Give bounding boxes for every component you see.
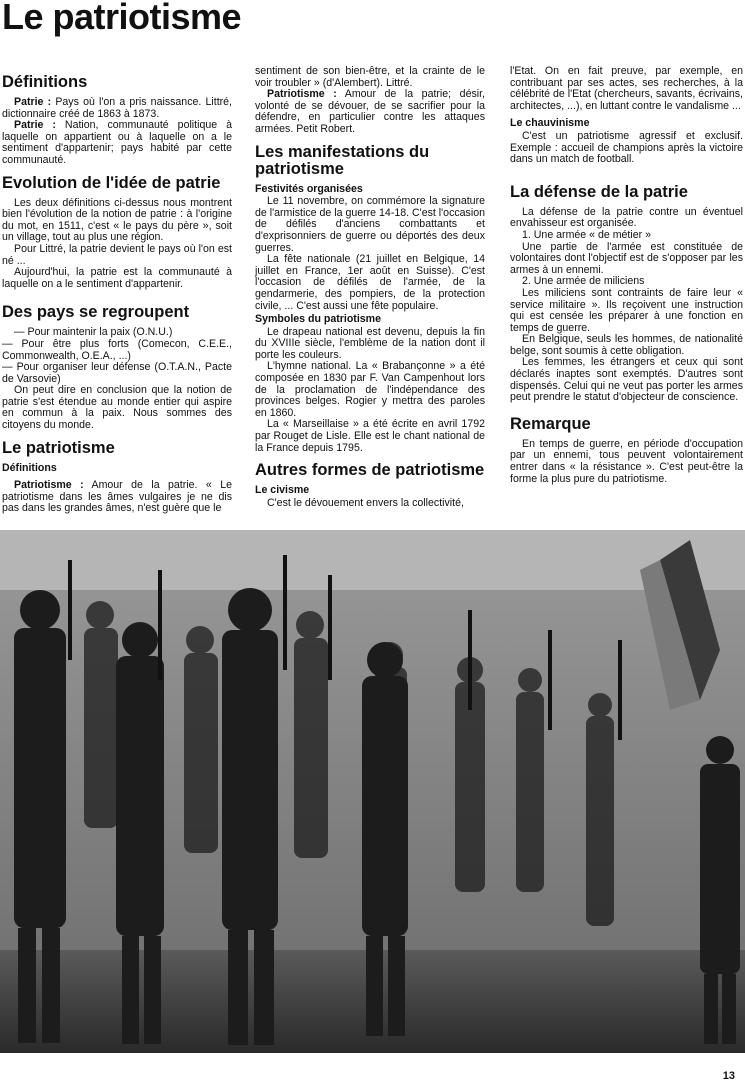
paragraph: C'est le dévouement envers la collectivité, [267,496,464,509]
column-3 [510,66,743,485]
term: Patrie : [14,96,52,108]
paragraph: On peut dire en conclusion que la notion de patrie s'est étendue au monde entier qui aspire en commun à la paix. Nous sommes des citoyens du monde. [2,384,232,432]
paragraph: Une partie de l'armée est constituée de volontaires dont l'objectif est de s'opposer par les armes à un ennemi. [510,240,743,276]
paragraph: Le drapeau national est devenu, depuis la fin du XVIIIe siècle, l'emblème de la nation dont il porte les couleurs. [255,325,485,361]
page-title: Le patriotisme [2,0,242,37]
heading-definitions: Définitions [2,73,88,91]
heading-patriotisme: Le patriotisme [2,438,115,457]
paragraph: Les deux définitions ci-dessus nous montrent bien l'évolution de la notion de patrie : à l'origine du mot, en 1511, c'est « le pays du père », soit un village, tout au plus une région. [2,196,232,244]
heading-autres-formes: Autres formes de patriotisme [255,461,485,480]
heading-defense: La défense de la patrie [510,182,688,201]
column-1 [2,66,232,515]
term: Patriotisme : [14,479,84,492]
subheading-definitions: Définitions [2,461,57,474]
subheading-civisme: Le civisme [255,484,310,497]
soldiers-parade-photo [0,530,745,1053]
list-item: — Pour organiser leur défense (O.T.A.N., Pacte de Varsovie) [2,361,232,385]
definition-patriotisme-2 [255,89,485,135]
heading-pays: Des pays se regroupent [2,303,190,322]
paragraph: sentiment de son bien-être, et la crainte de le voir troubler » (d'Alembert). Littré. [255,65,485,89]
subheading-symboles: Symboles du patriotisme [255,313,381,326]
paragraph: En temps de guerre, en période d'occupation par un ennemi, tous peuvent volontairement entrer dans « la résistance ». C'est peut-être la forme la plus pure du patriotisme. [510,437,743,485]
paragraph: En Belgique, seuls les hommes, de nationalité belge, sont soumis à cette obligation. [510,333,743,357]
heading-remarque: Remarque [510,414,591,433]
paragraph: Pour Littré, la patrie devient le pays où l'on est né ... [2,242,232,267]
text: Pays où l'on a pris naissance. Littré, dictionnaire créé de 1863 à 1873. [2,96,232,120]
paragraph: La fête nationale (21 juillet en Belgique, 14 juillet en France, 1er août en Suisse). C'est l'occasion de défilés de l'armée, de la gendarmerie, des pompiers, de la protection civile, ... C'est aussi une fête populaire. [255,253,485,312]
text: Amour de la patrie. « Le patriotisme dans les âmes vulgaires je ne dis pas dans les grandes âmes, n'est guère que le [2,479,232,515]
subheading-chauvinisme: Le chauvinisme [510,117,590,130]
definition-patrie-2 [2,120,232,166]
text: Amour de la patrie; désir, volonté de se dévouer, de se sacrifier pour la défendre, en particulier contre les attaques armées. Petit Robert. [255,88,485,135]
paragraph: La « Marseillaise » a été écrite en avril 1792 par Rouget de Lisle. Elle est le chant national de la France depuis 1795. [255,418,485,454]
subheading-festivites: Festivités organisées [255,182,363,195]
term: Patriotisme : [267,88,337,101]
column-2 [255,66,485,509]
page-number: 13 [722,1070,735,1082]
term: Patrie : [14,119,56,132]
definition-patriotisme [2,480,232,515]
paragraph: Le 11 novembre, on commémore la signature de l'armistice de la guerre 14-18. C'est l'occasion de défilés d'anciens combattants et d'exprisonniers de guerre ou déportés des deux guerres. [255,195,485,254]
paragraph: La défense de la patrie contre un éventuel envahisseur est organisée. [510,205,743,230]
paragraph: l'Etat. On en fait preuve, par exemple, en contribuant par ses actes, ses recherches, à la célébrité de l'Etat (chercheurs, savants, écrivains, architectes, ...), en luttant contre le vandalisme ... [510,65,743,112]
paragraph: Les miliciens sont contraints de faire leur « service militaire ». Ils reçoivent une instruction qui est censée les préparer à une fonction en temps de guerre. [510,286,743,334]
definition-patrie-1 [2,97,232,120]
list-item: 1. Une armée « de métier » [522,228,651,241]
heading-evolution: Evolution de l'idée de patrie [2,173,221,192]
building-facade [0,530,745,590]
list-item: 2. Une armée de miliciens [522,275,645,288]
paragraph: L'hymne national. La « Brabançonne » a été composée en 1830 par F. Van Campenhout lors de la proclamation de l'indépendance des provinces belges. Rogier y mettra des paroles en 1860. [255,360,485,419]
paragraph: Aujourd'hui, la patrie est la communauté à laquelle on a le sentiment d'appartenir. [2,266,232,290]
paragraph: C'est un patriotisme agressif et exclusif. Exemple : accueil de champions après la victoire dans un match de football. [510,129,743,166]
list-item: — Pour être plus forts (Comecon, C.E.E., Commonwealth, O.E.A., ...) [2,337,232,362]
heading-manifestations: Les manifestations du patriotisme [255,142,430,178]
paragraph: Les femmes, les étrangers et ceux qui sont déclarés inaptes sont exemptés. D'autres sont dispensés. Celui qui ne veut pas porter les armes peut prendre le statut d'objecteur de conscience. [510,356,743,404]
list-item: — Pour maintenir la paix (O.N.U.) [14,326,173,339]
text: Nation, communauté politique à laquelle on appartient ou à laquelle on a le sentiment d'appartenir; pays habité par cette communauté. [2,119,232,166]
